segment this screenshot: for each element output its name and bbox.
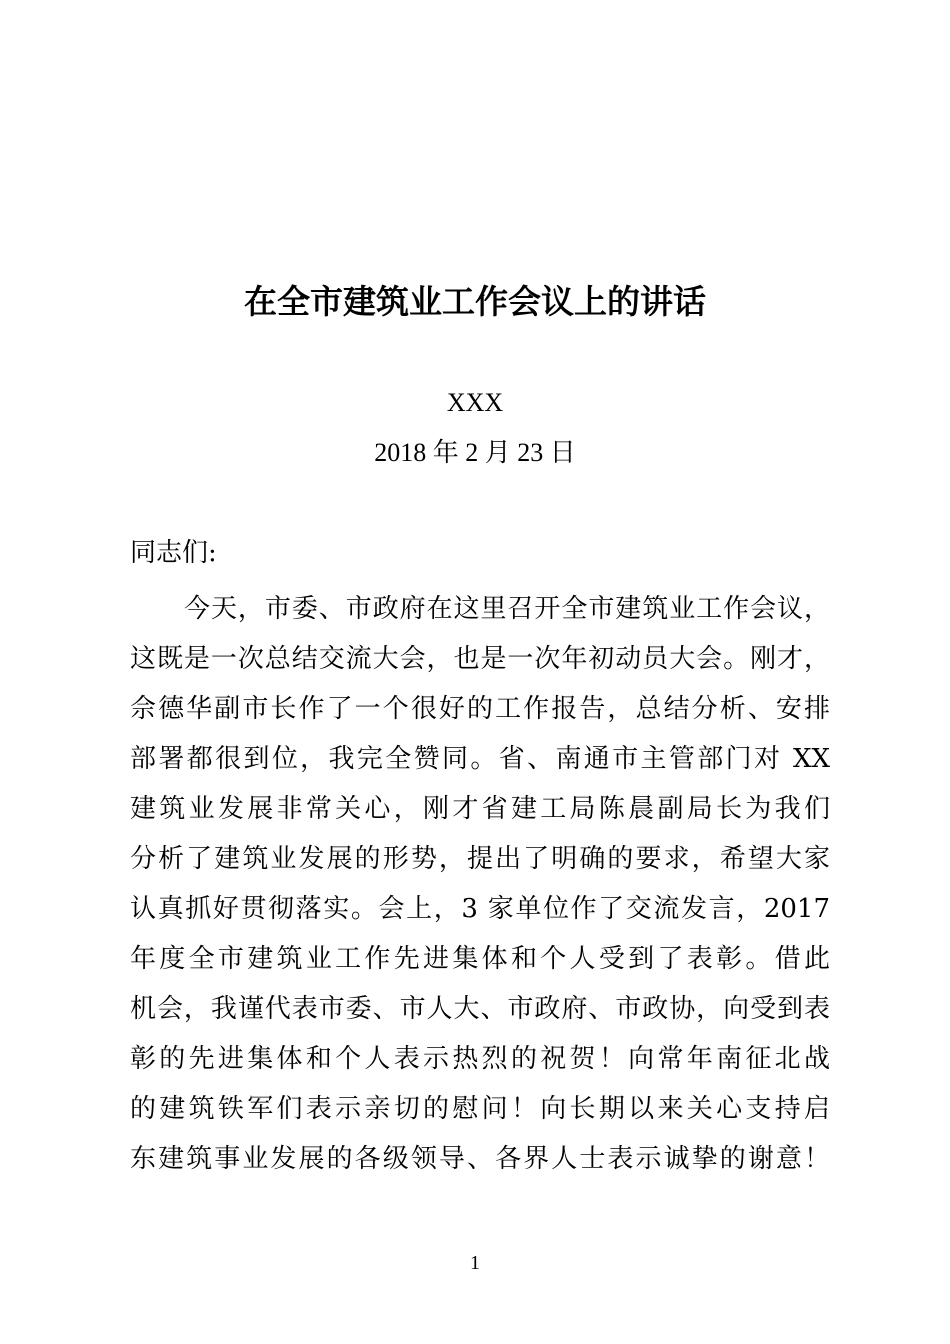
- body-line: 的建筑铁军们表示亲切的慰问！向长期以来关心支持启: [130, 1094, 830, 1124]
- body-line: 机会，我谨代表市委、市人大、市政府、市政协，向受到表: [130, 994, 830, 1024]
- body-line: 年度全市建筑业工作先进集体和个人受到了表彰。借此: [130, 944, 830, 974]
- body-line: 部署都很到位，我完全赞同。省、南通市主管部门对 XX: [130, 744, 830, 774]
- speech-date: 2018 年 2 月 23 日: [374, 438, 576, 467]
- body-line: 彰的先进集体和个人表示热烈的祝贺！向常年南征北战: [130, 1044, 830, 1074]
- body-line: 东建筑事业发展的各级领导、各界人士表示诚挚的谢意！: [130, 1144, 830, 1174]
- page-title: 在全市建筑业工作会议上的讲话: [244, 282, 706, 321]
- body-line: 佘德华副市长作了一个很好的工作报告，总结分析、安排: [130, 694, 830, 724]
- body-line: 建筑业发展非常关心，刚才省建工局陈晨副局长为我们: [130, 794, 830, 824]
- salutation: 同志们:: [130, 538, 217, 568]
- page-number: 1: [470, 1252, 480, 1274]
- body-line: 这既是一次总结交流大会，也是一次年初动员大会。刚才，: [130, 644, 830, 674]
- body-paragraph: [130, 584, 830, 1184]
- body-line: 分析了建筑业发展的形势，提出了明确的要求，希望大家: [130, 844, 830, 874]
- body-line: 认真抓好贯彻落实。会上，3 家单位作了交流发言，2017: [130, 894, 830, 924]
- author-name: XXX: [446, 388, 504, 417]
- body-line: 今天，市委、市政府在这里召开全市建筑业工作会议，: [184, 594, 830, 624]
